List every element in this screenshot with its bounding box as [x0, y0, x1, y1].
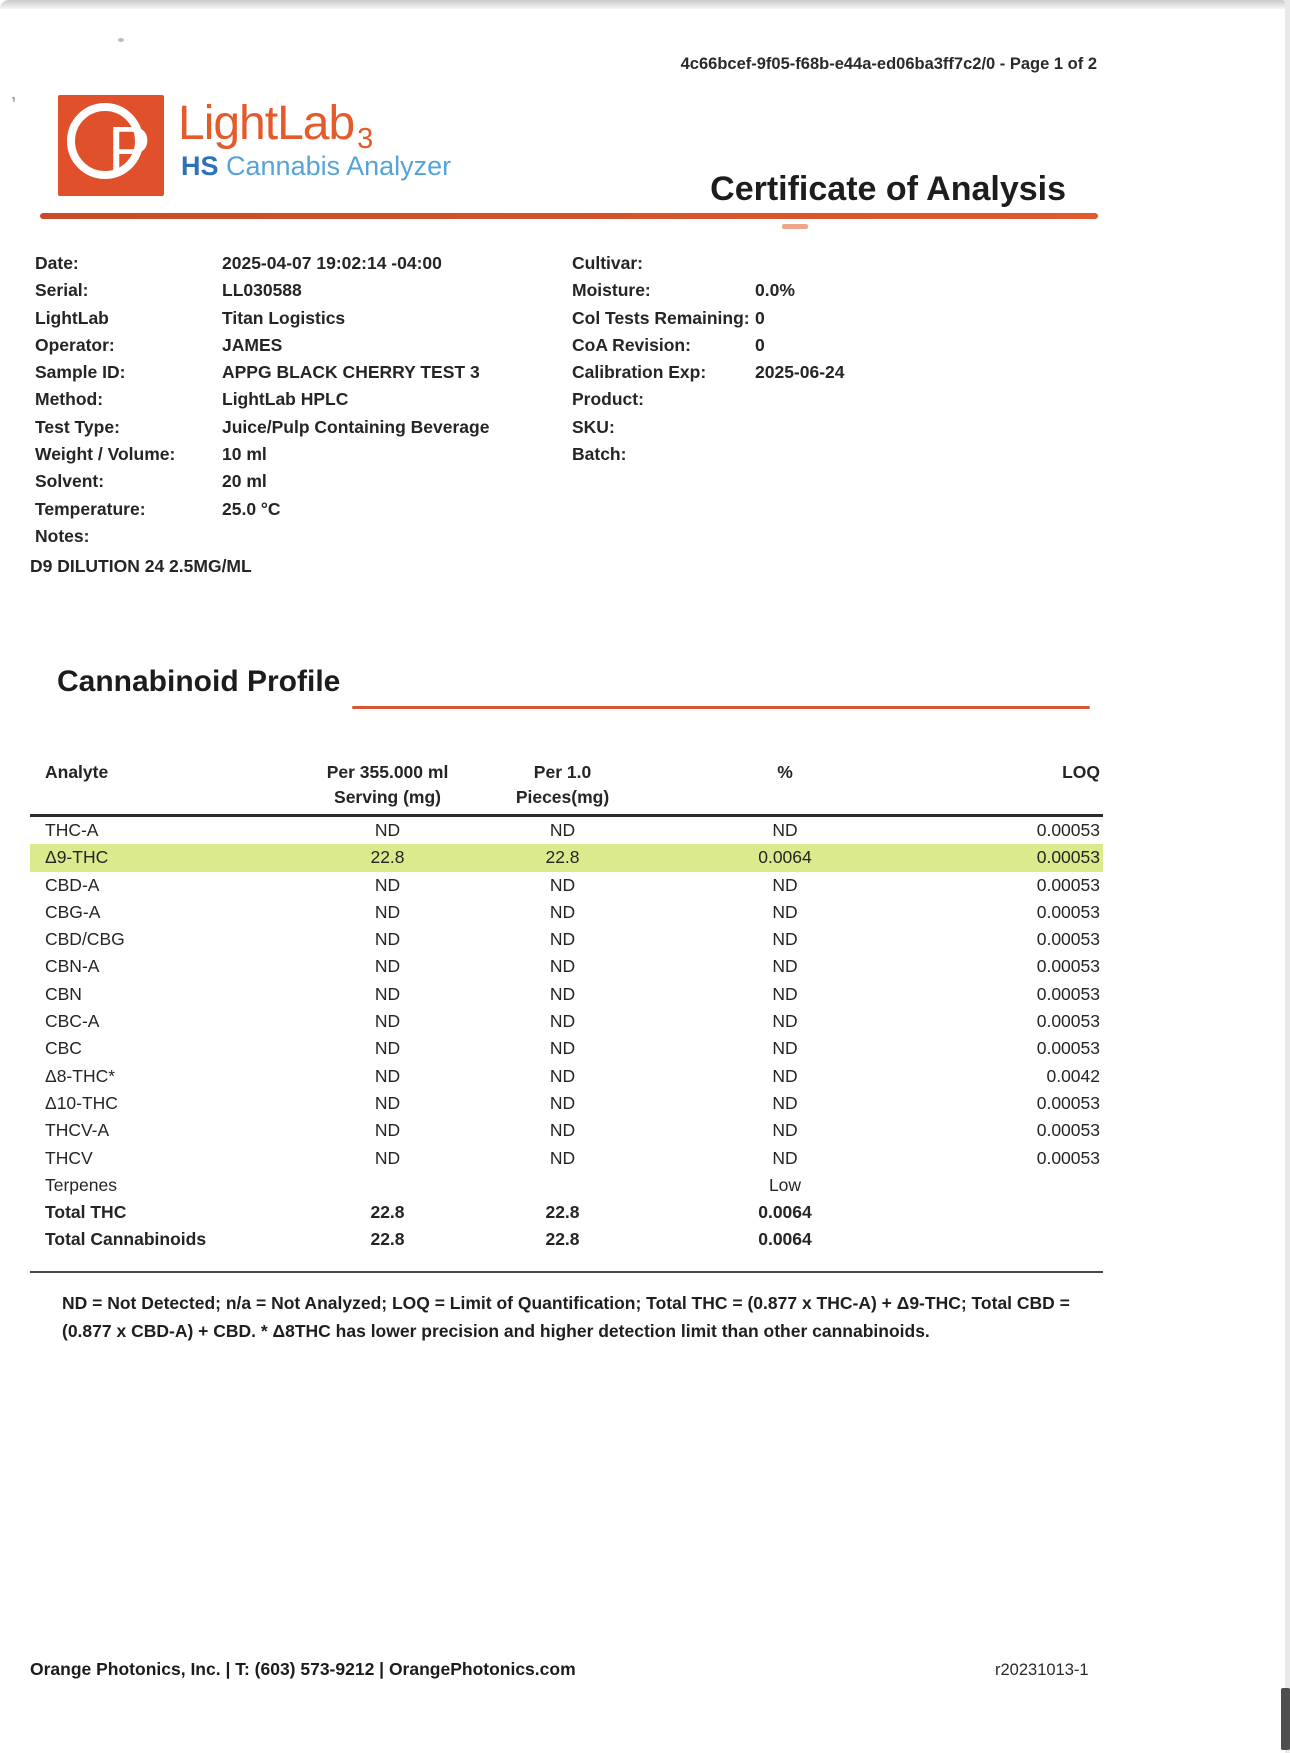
cell-loq — [950, 1226, 1103, 1253]
sample-info-row — [35, 332, 489, 359]
cell-percent: ND — [772, 929, 798, 950]
sample-info-label: Operator: — [35, 334, 115, 355]
sample-info-row — [35, 305, 489, 332]
sample-info-label: SKU: — [572, 416, 615, 437]
cell-pieces — [505, 1172, 620, 1199]
sample-info-label: Test Type: — [35, 416, 120, 437]
col-header-pieces — [505, 760, 620, 810]
table-row — [30, 926, 1103, 953]
cell-serving: ND — [374, 956, 401, 977]
cell-analyte: THCV-A — [45, 1120, 110, 1141]
cell-analyte: CBN — [45, 983, 82, 1004]
col-header-serving-line2: Serving (mg) — [334, 787, 441, 807]
sample-info-label: Notes: — [35, 525, 90, 546]
cell-analyte: CBC — [45, 1038, 82, 1059]
cell-percent: Low — [768, 1174, 802, 1195]
sample-info-row — [35, 277, 489, 304]
cell-percent: ND — [772, 983, 798, 1004]
sample-info-row — [35, 496, 489, 523]
cell-analyte: CBG-A — [45, 901, 101, 922]
sample-info-label: Batch: — [572, 444, 627, 465]
sample-info-value: 20 ml — [222, 471, 267, 492]
sample-info-row — [35, 523, 489, 550]
brand-version: 3 — [357, 123, 373, 155]
col-header-pieces-line2: Pieces(mg) — [515, 787, 610, 807]
sample-info-label: Temperature: — [35, 498, 146, 519]
cell-serving: ND — [374, 1147, 401, 1168]
sample-info-row — [572, 386, 845, 413]
cell-analyte: THCV — [45, 1147, 93, 1168]
cell-percent: 0.0064 — [758, 1229, 812, 1250]
cell-loq: 0.00053 — [1036, 1120, 1100, 1141]
sample-info-value: 10 ml — [222, 444, 267, 465]
cell-serving: ND — [374, 1038, 401, 1059]
section-title: Cannabinoid Profile — [57, 665, 341, 698]
table-header-row — [30, 760, 1103, 817]
scan-right-edge — [1285, 0, 1290, 1753]
section-divider — [352, 706, 1090, 709]
sample-info-value: 0 — [755, 307, 765, 328]
cell-serving: 22.8 — [370, 847, 405, 868]
sample-info-value: 2025-04-07 19:02:14 -04:00 — [222, 253, 442, 273]
footer-revision: r20231013-1 — [995, 1661, 1089, 1679]
cell-loq: 0.00053 — [1036, 1038, 1100, 1059]
table-row — [30, 1008, 1103, 1035]
cell-analyte: Total THC — [45, 1202, 127, 1223]
cell-serving: 22.8 — [370, 1229, 405, 1250]
sample-info-value: LightLab HPLC — [222, 389, 349, 410]
cell-analyte: Total Cannabinoids — [45, 1229, 207, 1250]
cell-pieces: ND — [549, 874, 576, 895]
cell-pieces: ND — [549, 1092, 576, 1113]
sample-info-value: 2025-06-24 — [755, 362, 845, 383]
header-divider — [40, 213, 1098, 219]
cell-percent: ND — [772, 1147, 798, 1168]
cell-loq: 0.00053 — [1036, 983, 1100, 1004]
cell-serving — [270, 1172, 505, 1199]
sample-info-row — [35, 359, 489, 386]
cell-analyte: CBN-A — [45, 956, 100, 977]
table-row — [30, 1090, 1103, 1117]
sample-info-label: Weight / Volume: — [35, 444, 176, 465]
logo-p-letter: P — [108, 113, 151, 185]
cell-loq: 0.00053 — [1036, 929, 1100, 950]
cell-pieces: ND — [549, 983, 576, 1004]
cell-pieces: ND — [549, 1120, 576, 1141]
notes-value: D9 DILUTION 24 2.5MG/ML — [30, 556, 252, 576]
cell-analyte: THC-A — [45, 820, 99, 840]
page-title: Certificate of Analysis — [710, 170, 1066, 208]
table-row — [30, 1117, 1103, 1144]
brand-subtitle — [181, 151, 451, 182]
cell-percent: ND — [772, 1092, 798, 1113]
cell-serving: ND — [374, 1120, 401, 1141]
col-header-percent: % — [777, 762, 793, 782]
sample-info-value: 0 — [755, 334, 765, 355]
sample-info-value: 0.0% — [755, 280, 795, 301]
cell-loq: 0.00053 — [1036, 874, 1100, 895]
sample-info-value: 25.0 °C — [222, 498, 281, 519]
table-row — [30, 953, 1103, 980]
table-row — [30, 1199, 1103, 1226]
brand-name: LightLab — [178, 97, 355, 150]
sample-info-row — [35, 386, 489, 413]
cell-loq: 0.0042 — [1046, 1065, 1100, 1086]
table-bottom-divider — [30, 1271, 1103, 1273]
col-header-analyte: Analyte — [45, 762, 109, 782]
sample-info-row — [35, 441, 489, 468]
cannabinoid-table — [30, 760, 1103, 1254]
cell-analyte: Δ9-THC — [45, 847, 109, 868]
sample-info-row — [572, 305, 845, 332]
cell-pieces: ND — [549, 820, 576, 840]
cell-percent: ND — [772, 1038, 798, 1059]
table-row — [30, 872, 1103, 899]
brand-subtitle-hs: HS — [181, 151, 219, 181]
cell-analyte: CBD/CBG — [45, 929, 125, 950]
sample-info-value: Titan Logistics — [222, 307, 346, 328]
sample-info-row — [35, 250, 489, 277]
sample-info-row — [572, 332, 845, 359]
cell-serving: ND — [374, 983, 401, 1004]
scan-artifact-dot — [118, 38, 124, 42]
table-row — [30, 1145, 1103, 1172]
cell-loq: 0.00053 — [1036, 901, 1100, 922]
brand-title — [178, 96, 373, 155]
cell-analyte: Δ8-THC* — [45, 1065, 116, 1086]
cell-loq — [950, 1172, 1103, 1199]
cell-pieces: 22.8 — [545, 1202, 580, 1223]
cell-serving: ND — [374, 929, 401, 950]
scrollbar-thumb — [1281, 1688, 1290, 1750]
sample-info-value: APPG BLACK CHERRY TEST 3 — [222, 362, 480, 383]
cell-pieces: ND — [549, 1065, 576, 1086]
cell-percent: 0.0064 — [758, 1202, 812, 1223]
sample-info-row — [35, 414, 489, 441]
cell-serving: ND — [374, 901, 401, 922]
sample-info-label: Sample ID: — [35, 362, 126, 383]
sample-info-value: JAMES — [222, 334, 283, 355]
cell-percent: ND — [772, 874, 798, 895]
cell-serving: ND — [374, 1065, 401, 1086]
table-row — [30, 899, 1103, 926]
cell-pieces: ND — [549, 1011, 576, 1032]
cell-loq — [950, 1199, 1103, 1226]
col-header-serving-line1: Per 355.000 ml — [326, 762, 449, 782]
sample-info-label: CoA Revision: — [572, 334, 691, 355]
table-row — [30, 981, 1103, 1008]
sample-info-label: Method: — [35, 389, 104, 410]
cell-loq: 0.00053 — [1036, 847, 1100, 868]
cell-pieces: 22.8 — [545, 847, 580, 868]
table-row — [30, 1172, 1103, 1199]
sample-info-row — [572, 441, 845, 468]
sample-info-value: Juice/Pulp Containing Beverage — [222, 416, 490, 437]
cell-percent: ND — [772, 901, 798, 922]
sample-info-row — [572, 250, 845, 277]
cell-analyte: Δ10-THC — [45, 1092, 118, 1113]
cell-percent: ND — [772, 1120, 798, 1141]
cell-serving: 22.8 — [370, 1202, 405, 1223]
cell-loq: 0.00053 — [1036, 1011, 1100, 1032]
footnote-line2: (0.877 x CBD-A) + CBD. * Δ8THC has lower precision and higher detection limit than other cannabinoids. — [62, 1321, 930, 1341]
document-reference: 4c66bcef-9f05-f68b-e44a-ed06ba3ff7c2/0 - Page 1 of 2 — [680, 55, 1097, 73]
cell-loq: 0.00053 — [1036, 1147, 1100, 1168]
footnote-line1: ND = Not Detected; n/a = Not Analyzed; LOQ = Limit of Quantification; Total THC = (0.877 x THC-A) + Δ9-THC; Total CBD = — [62, 1293, 1070, 1313]
sample-info-label: Cultivar: — [572, 253, 643, 273]
sample-info-left — [35, 250, 489, 550]
footer-contact: Orange Photonics, Inc. | T: (603) 573-9212 | OrangePhotonics.com — [30, 1659, 576, 1679]
sample-info-label: Moisture: — [572, 280, 651, 301]
cell-analyte: Terpenes — [45, 1174, 117, 1195]
sample-info-label: Solvent: — [35, 471, 105, 492]
scan-artifact-mark: ’ — [10, 91, 19, 118]
cell-serving: ND — [374, 1011, 401, 1032]
cell-analyte: CBC-A — [45, 1011, 100, 1032]
table-row — [30, 1226, 1103, 1253]
col-header-serving — [270, 760, 505, 810]
cell-percent: ND — [772, 820, 798, 840]
sample-info-label: Col Tests Remaining: — [572, 307, 750, 328]
cell-analyte: CBD-A — [45, 874, 100, 895]
cell-percent: ND — [772, 1065, 798, 1086]
cell-loq: 0.00053 — [1036, 820, 1100, 840]
col-header-pieces-line1: Per 1.0 — [533, 762, 592, 782]
cell-loq: 0.00053 — [1036, 1092, 1100, 1113]
cell-pieces: ND — [549, 1038, 576, 1059]
cell-percent: ND — [772, 956, 798, 977]
cell-percent: 0.0064 — [758, 847, 812, 868]
sample-info-row — [572, 277, 845, 304]
sample-info-label: Date: — [35, 253, 79, 273]
table-row — [30, 1035, 1103, 1062]
sample-info-row — [572, 359, 845, 386]
cell-percent: ND — [772, 1011, 798, 1032]
table-body — [30, 817, 1103, 1254]
orange-photonics-logo — [58, 95, 164, 196]
sample-info-label: Product: — [572, 389, 644, 410]
cell-pieces: 22.8 — [545, 1229, 580, 1250]
cell-pieces: ND — [549, 929, 576, 950]
cell-pieces: ND — [549, 1147, 576, 1168]
scan-artifact-tick — [782, 224, 808, 229]
table-row — [30, 1063, 1103, 1090]
col-header-loq: LOQ — [1062, 762, 1100, 782]
sample-info-right — [572, 250, 845, 468]
cell-loq: 0.00053 — [1036, 956, 1100, 977]
sample-info-value: LL030588 — [222, 280, 302, 301]
cell-pieces: ND — [549, 956, 576, 977]
sample-info-label: LightLab — [35, 307, 109, 328]
sample-info-label: Serial: — [35, 280, 89, 301]
cell-serving: ND — [374, 820, 401, 840]
table-row — [30, 844, 1103, 871]
sample-info-label: Calibration Exp: — [572, 362, 707, 383]
cell-pieces: ND — [549, 901, 576, 922]
sample-info-row — [35, 468, 489, 495]
table-row — [30, 817, 1103, 844]
cell-serving: ND — [374, 874, 401, 895]
sample-info-row — [572, 414, 845, 441]
scan-top-edge — [0, 0, 1290, 9]
cell-serving: ND — [374, 1092, 401, 1113]
brand-subtitle-rest: Cannabis Analyzer — [218, 151, 452, 181]
